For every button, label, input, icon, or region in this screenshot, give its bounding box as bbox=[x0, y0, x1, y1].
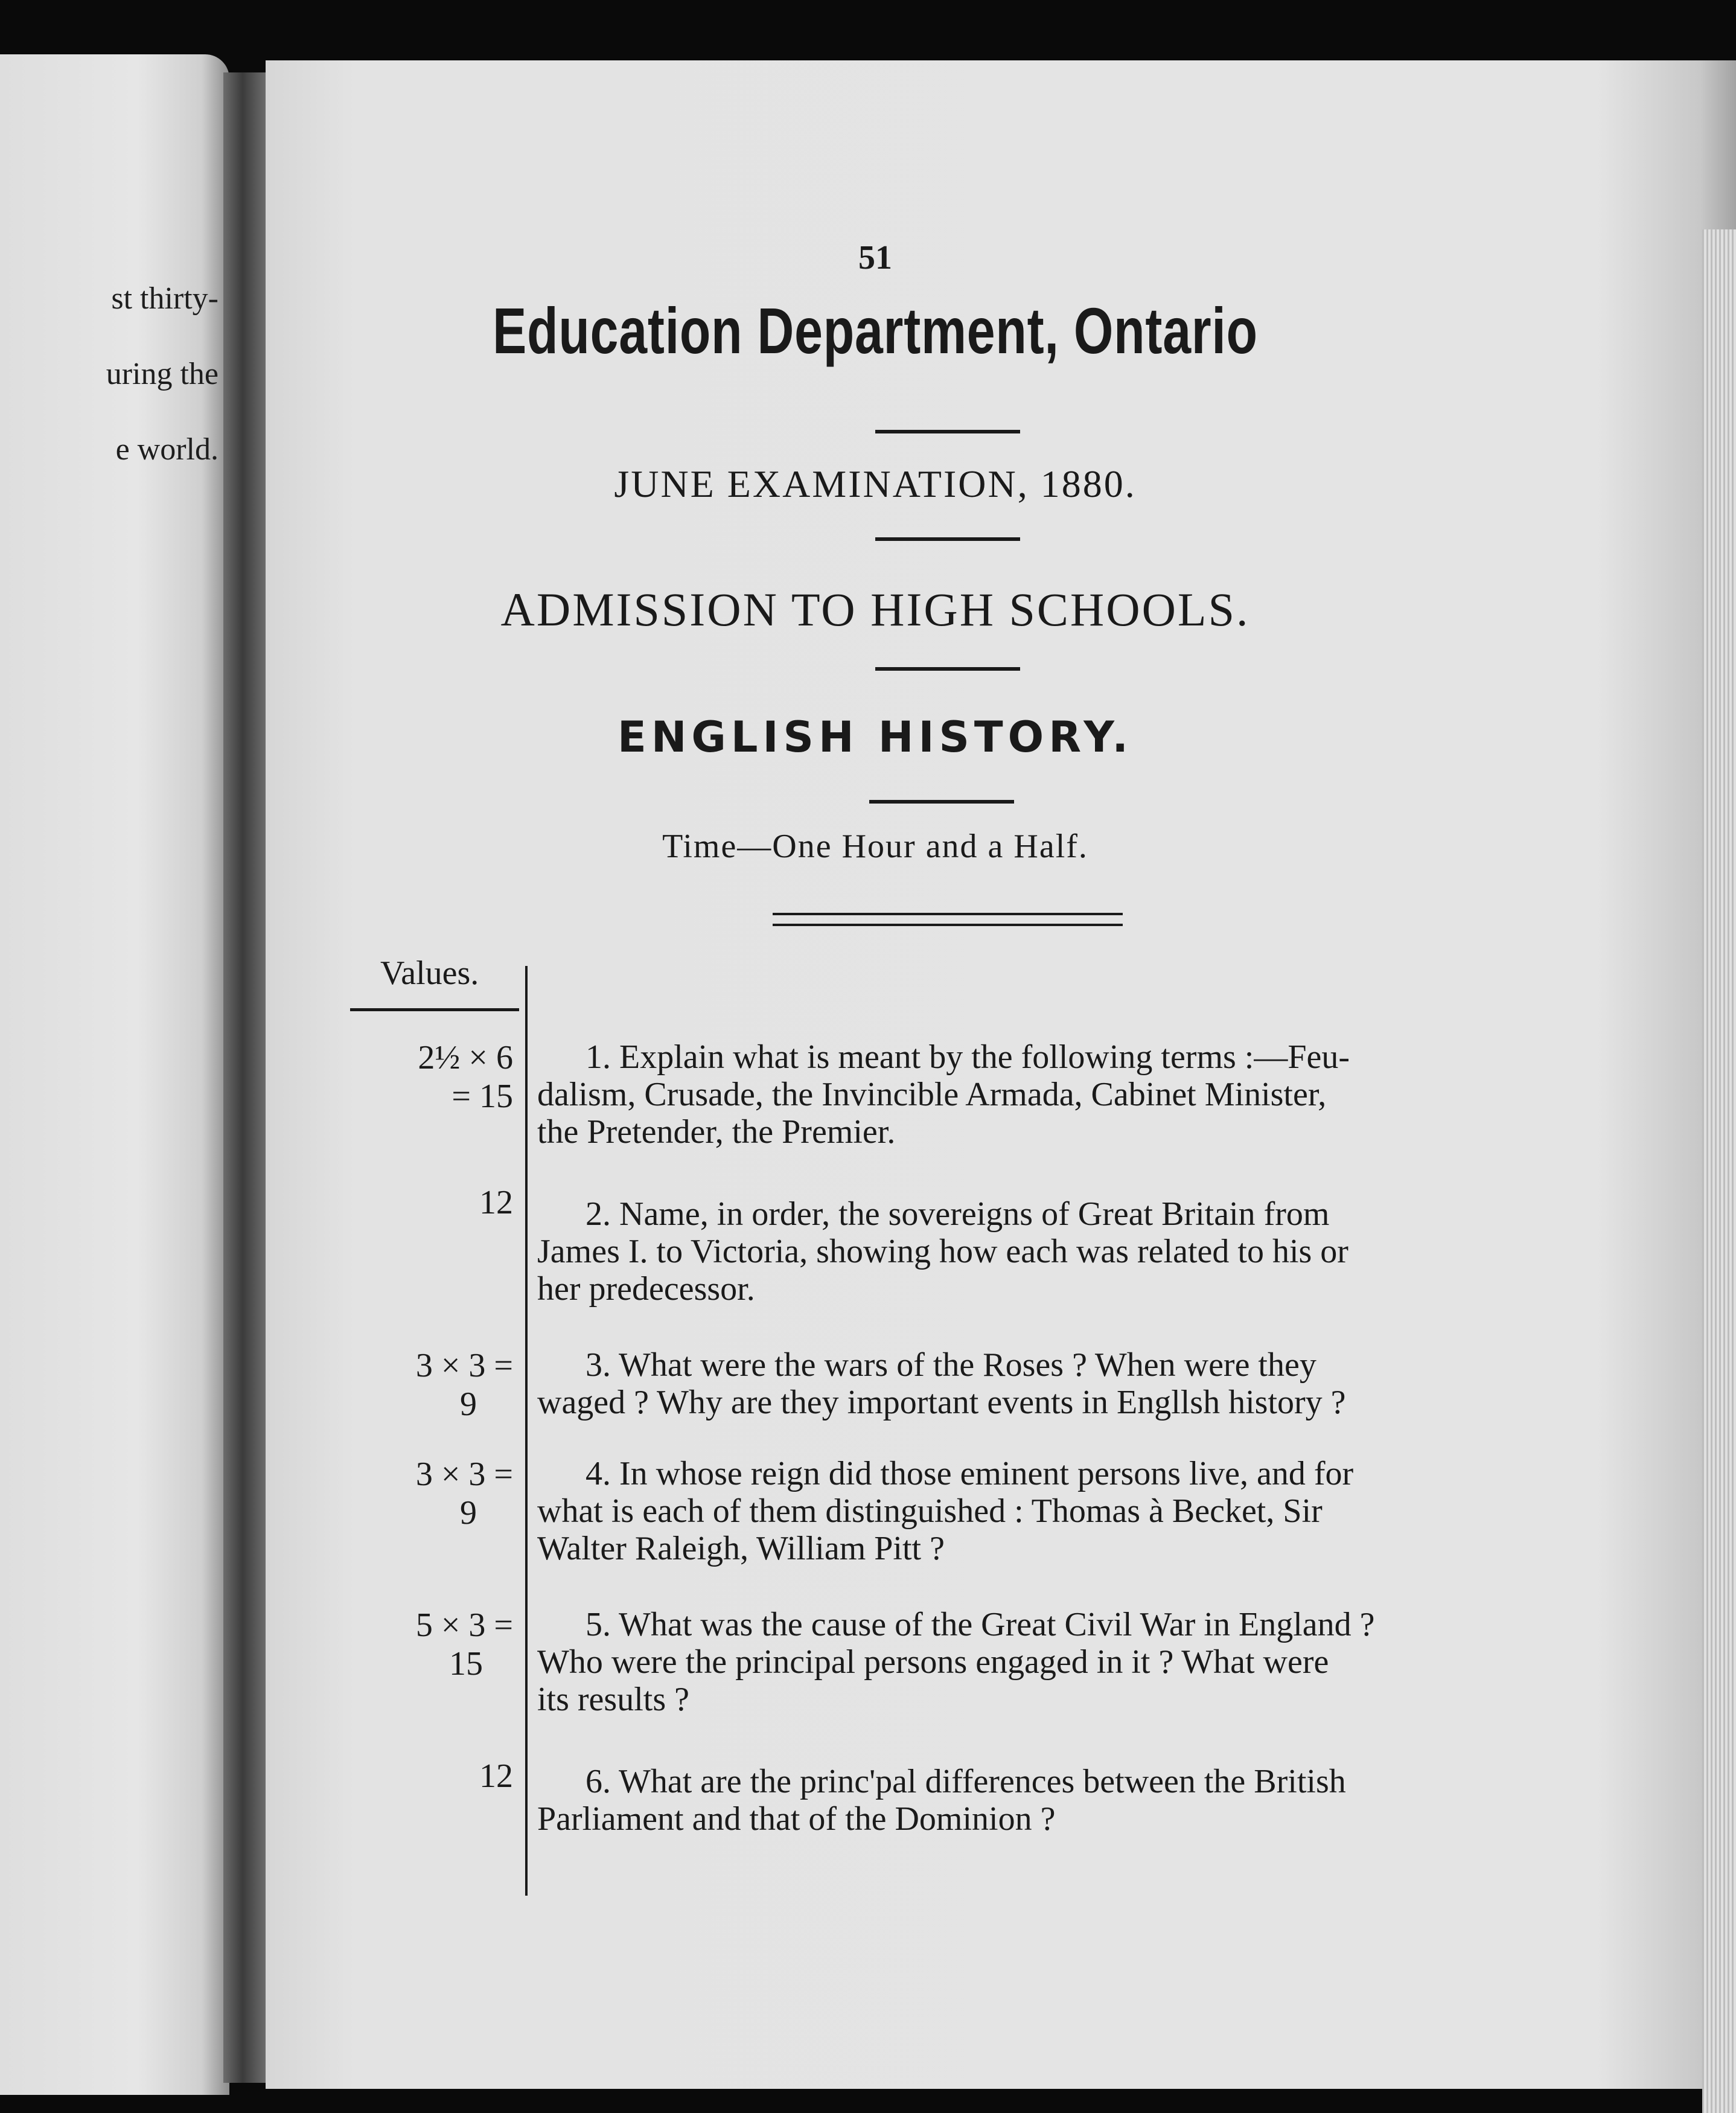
left-page-line-1: st thirty- bbox=[111, 281, 219, 316]
question-line: James I. to Victoria, showing how each was related to his or bbox=[537, 1233, 1348, 1270]
page-number: 51 bbox=[858, 239, 892, 277]
left-facing-page bbox=[0, 54, 229, 2095]
question-5 bbox=[537, 1606, 1736, 1718]
value-line: 5 × 3 = bbox=[415, 1606, 513, 1644]
value-line: 3 × 3 = bbox=[415, 1456, 513, 1493]
question-line: her predecessor. bbox=[537, 1270, 755, 1308]
question-line: 1. Explain what is meant by the following terms :—Feu- bbox=[586, 1038, 1350, 1076]
question-2 bbox=[537, 1195, 1736, 1308]
book-gutter bbox=[223, 72, 272, 2083]
question-line: Walter Raleigh, William Pitt ? bbox=[537, 1530, 945, 1567]
double-rule-top bbox=[773, 913, 1123, 915]
question-value bbox=[350, 1757, 513, 1795]
question-value bbox=[350, 1038, 513, 1116]
question-1 bbox=[537, 1038, 1736, 1151]
exam-title: JUNE EXAMINATION, 1880. bbox=[614, 462, 1137, 505]
value-line: 12 bbox=[479, 1184, 513, 1221]
value-line: 3 × 3 = bbox=[415, 1347, 513, 1384]
question-line: 6. What are the princ'pal differences between the British bbox=[586, 1763, 1346, 1800]
question-line: 4. In whose reign did those eminent persons live, and for bbox=[586, 1455, 1354, 1492]
admission-title: ADMISSION TO HIGH SCHOOLS. bbox=[500, 583, 1250, 636]
subject-title: ENGLISH HISTORY. bbox=[617, 712, 1133, 762]
question-line: 5. What was the cause of the Great Civil War in England ? bbox=[586, 1606, 1375, 1643]
question-line: 3. What were the wars of the Roses ? When were they bbox=[586, 1346, 1316, 1384]
values-header: Values. bbox=[380, 954, 479, 992]
divider-rule bbox=[875, 667, 1020, 671]
value-line: 12 bbox=[479, 1757, 513, 1795]
question-value bbox=[350, 1183, 513, 1222]
question-4 bbox=[537, 1455, 1736, 1567]
question-value bbox=[350, 1455, 513, 1532]
value-line: 2½ × 6 bbox=[418, 1039, 513, 1076]
question-value bbox=[350, 1606, 513, 1683]
question-line: Parliament and that of the Dominion ? bbox=[537, 1800, 1056, 1838]
left-page-line-3: e world. bbox=[115, 432, 219, 467]
question-line: what is each of them distinguished : Thomas à Becket, Sir bbox=[537, 1492, 1323, 1530]
department-title: Education Department, Ontario bbox=[493, 294, 1258, 367]
double-rule-bottom bbox=[773, 924, 1123, 926]
values-rule bbox=[350, 1008, 519, 1011]
question-line: the Pretender, the Premier. bbox=[537, 1113, 896, 1151]
left-page-line-2: uring the bbox=[106, 357, 219, 391]
column-rule bbox=[525, 966, 528, 1896]
time-allowed: Time—One Hour and a Half. bbox=[662, 828, 1088, 865]
value-line: 9 bbox=[460, 1494, 477, 1532]
divider-rule bbox=[869, 800, 1014, 804]
question-line: waged ? Why are they important events in Engllsh history ? bbox=[537, 1384, 1346, 1421]
value-line: = 15 bbox=[452, 1078, 513, 1115]
question-6 bbox=[537, 1763, 1736, 1838]
question-line: its results ? bbox=[537, 1681, 689, 1718]
question-line: dalism, Crusade, the Invincible Armada, Cabinet Minister, bbox=[537, 1076, 1327, 1113]
value-line: 15 bbox=[449, 1645, 483, 1683]
question-value bbox=[350, 1346, 513, 1424]
divider-rule bbox=[875, 537, 1020, 541]
divider-rule bbox=[875, 430, 1020, 433]
question-3 bbox=[537, 1346, 1736, 1421]
question-line: 2. Name, in order, the sovereigns of Great Britain from bbox=[586, 1195, 1330, 1233]
question-line: Who were the principal persons engaged in it ? What were bbox=[537, 1643, 1329, 1681]
value-line: 9 bbox=[460, 1386, 477, 1423]
main-page bbox=[266, 60, 1736, 2089]
